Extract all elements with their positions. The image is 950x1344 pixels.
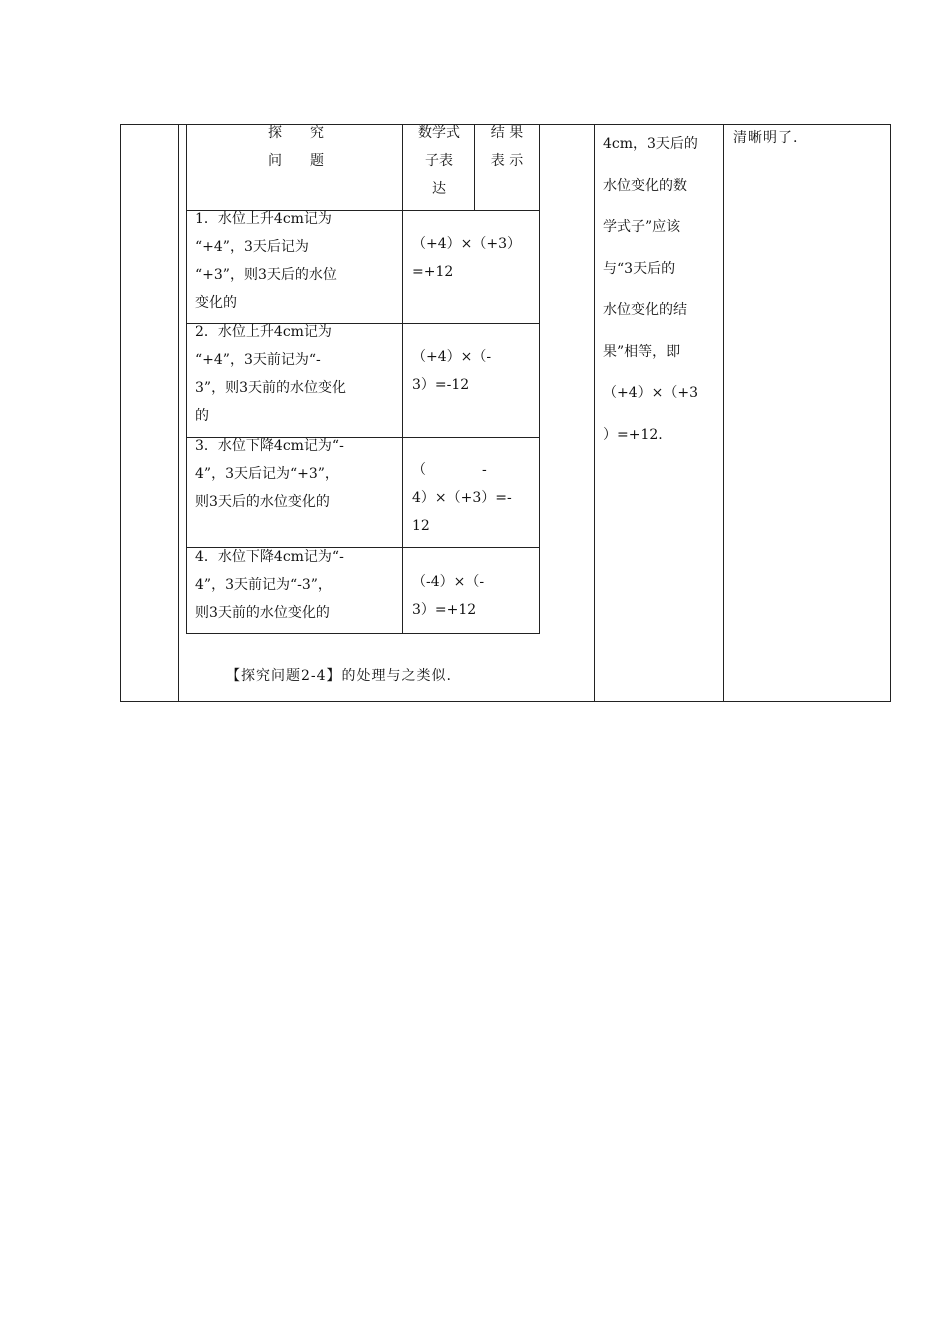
header-expression [408,119,470,203]
row-1-question [195,205,395,317]
question-line: 4”，3天前记为“-3”， [195,577,332,593]
question-line: 3”，则3天前的水位变化 [195,380,346,396]
question-line: 的 [195,408,209,424]
header-expression-line: 子表 [425,153,453,169]
expression-line: 12 [412,518,430,534]
col4-text: 清晰明了. [733,130,799,146]
col3-line: （+4）×（+3 [603,385,699,401]
inner-table-right-border [539,124,540,634]
note-text: 【探究问题2-4】的处理与之类似. [226,668,452,684]
expression-line: =+12 [412,264,454,280]
inner-table-bottom-border [186,633,540,634]
col3-line: 学式子”应该 [603,219,681,235]
header-question [256,119,336,175]
col3-line: ）=+12. [603,426,663,443]
expression-line: 3）=-12 [412,377,470,393]
expression-line: 4）×（+3）=- [412,490,512,506]
question-line: 则3天后的水位变化的 [195,494,330,510]
inner-table-left-border [186,124,187,634]
header-result-line: 表 示 [490,153,524,169]
question-line: 1．水位上升4cm记为 [195,211,332,227]
question-line: “+3”，则3天后的水位 [195,267,337,283]
expression-line: （-4）×（- [412,574,485,590]
expression-line: 3）=+12 [412,602,477,618]
col3-line: 水位变化的数 [603,177,687,194]
question-line: 4”，3天后记为“+3”， [195,466,339,482]
question-line: 3．水位下降4cm记为“- [195,438,344,454]
question-line: “+4”，3天后记为 [195,239,309,255]
header-result [480,119,534,175]
expression-line: （ - [412,462,487,478]
col3-line: 果”相等，即 [603,343,681,360]
outer-table-bottom-border [120,701,891,702]
row-3-question [195,432,395,516]
inner-col-divider-2 [474,124,475,210]
question-line: 2．水位上升4cm记为 [195,324,332,340]
col3-line: 水位变化的结 [603,302,687,318]
row-4-expression [412,568,536,624]
col3-line: 4cm，3天后的 [603,136,698,152]
expression-line: （+4）×（+3） [412,236,522,252]
outer-col-divider-2 [594,124,595,702]
header-expression-line: 达 [432,181,446,197]
inner-col-divider-1 [402,124,403,634]
header-expression-line: 数学式 [418,125,460,141]
row-3-expression [412,456,536,540]
outer-col-divider-3 [723,124,724,702]
header-question-line: 探 究 [268,125,324,141]
col3-line: 与“3天后的 [603,260,676,277]
question-line: 变化的 [195,295,237,311]
row-1-expression [412,230,536,286]
outer-table-left-border [120,124,121,702]
row-2-question [195,318,395,430]
expression-line: （+4）×（- [412,349,492,365]
question-line: 4．水位下降4cm记为“- [195,549,344,565]
row-2-expression [412,343,536,399]
outer-table-right-border [890,124,891,702]
question-line: “+4”，3天前记为“- [195,352,321,368]
outer-col-divider-1 [178,124,179,702]
row-4-question [195,543,395,627]
header-question-line: 问 题 [268,153,324,169]
header-result-line: 结 果 [490,125,524,141]
question-line: 则3天前的水位变化的 [195,605,330,621]
col3-text [603,124,717,456]
